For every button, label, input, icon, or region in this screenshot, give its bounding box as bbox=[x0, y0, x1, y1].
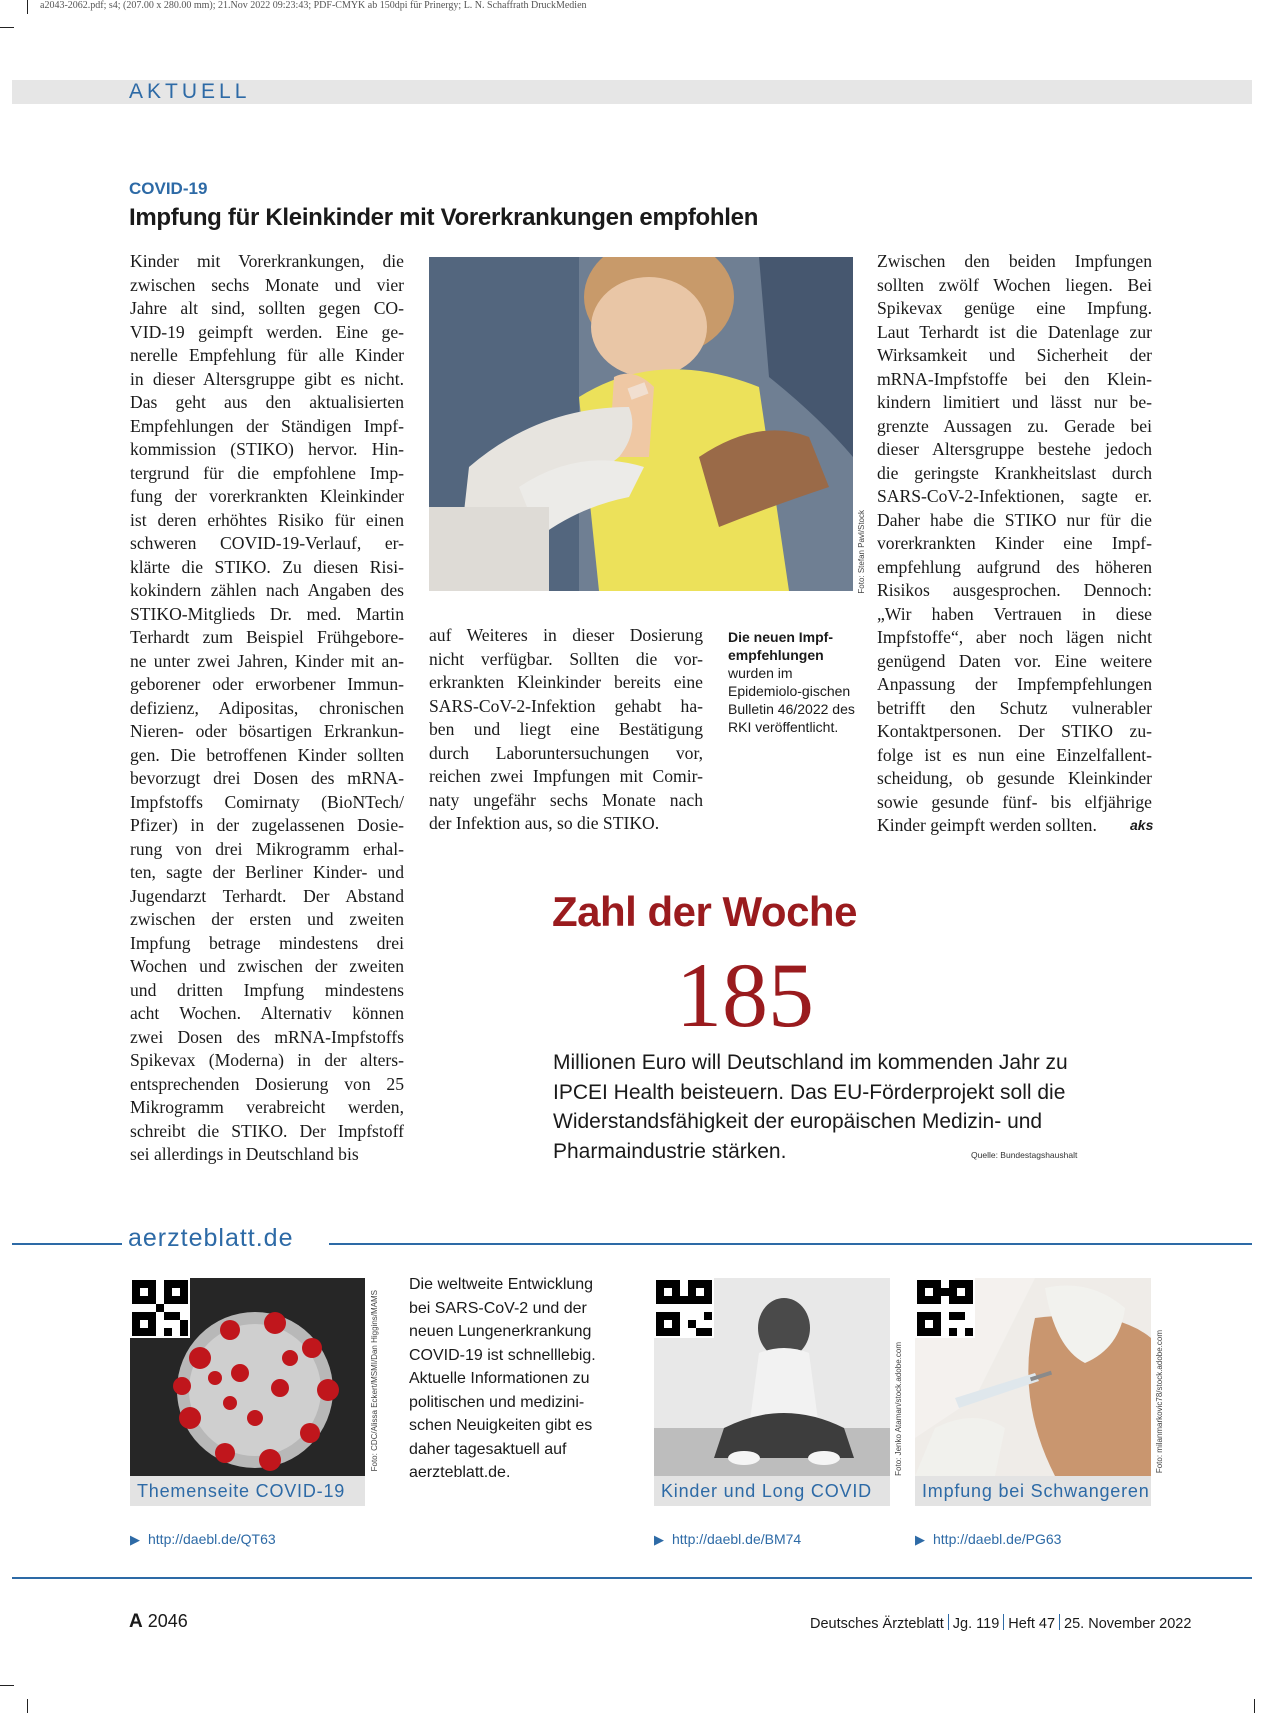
text-line: geborener oder erworbener Immun- bbox=[130, 674, 404, 694]
tile-1-url[interactable]: http://daebl.de/QT63 bbox=[148, 1531, 276, 1547]
tile-3-url[interactable]: http://daebl.de/PG63 bbox=[933, 1531, 1062, 1547]
text-line: Risikos ausgesprochen. Dennoch: bbox=[877, 580, 1152, 600]
text-line: Kontaktpersonen. Der STIKO zu- bbox=[877, 721, 1152, 741]
issue: Heft 47 bbox=[1008, 1616, 1056, 1632]
text-line: Wochen und zwischen der zweiten bbox=[130, 956, 404, 976]
text-line: VID-19 geimpft werden. Eine ge- bbox=[130, 321, 404, 342]
text-line: acht Wochen. Alternativ können bbox=[130, 1003, 404, 1023]
text-line: gen. Die betroffenen Kinder sollten bbox=[130, 744, 404, 765]
text-line: Spikevax (Moderna) in der alters- bbox=[130, 1050, 404, 1070]
text-line: Mikrogramm verabreicht werden, bbox=[130, 1097, 404, 1117]
separator bbox=[1003, 1614, 1004, 1630]
author-tag: aks bbox=[1130, 817, 1154, 833]
text-line: nerelle Empfehlung für alle Kinder bbox=[130, 345, 404, 365]
caption-text: wurden im Epidemiolo-gischen Bulletin 46/2022 des RKI veröffentlicht. bbox=[728, 665, 855, 735]
qr-code-icon bbox=[132, 1280, 188, 1336]
web-info-text: Die weltweite Entwicklung bei SARS-CoV-2 und der neuen Lungenerkrankung COVID-19 ist schnelllebig. Aktuelle Informationen zu politischen und medizini-schen Neuigkeiten gibt es daher tagesaktuell auf aerzteblatt.de. bbox=[409, 1276, 596, 1481]
text-line: durch Laboruntersuchungen vor, bbox=[429, 742, 703, 763]
text-line: Empfehlungen der Ständigen Impf- bbox=[130, 415, 404, 436]
text-line: „Wir haben Vertrauen in diese bbox=[877, 603, 1152, 624]
tile-1-label[interactable]: Themenseite COVID-19 bbox=[130, 1476, 365, 1506]
qr-code-2[interactable] bbox=[654, 1278, 714, 1338]
text-line: schreibt die STIKO. Der Impfstoff bbox=[130, 1120, 404, 1141]
arrow-right-icon: ▶ bbox=[130, 1532, 140, 1547]
text-line: Pfizer) in der zugelassenen Dosie- bbox=[130, 815, 404, 835]
zahl-der-woche-title: Zahl der Woche bbox=[552, 888, 857, 935]
qr-code-3[interactable] bbox=[915, 1278, 975, 1338]
text-line: bevorzugt drei Dosen des mRNA- bbox=[130, 768, 404, 788]
caption-bold: Die neuen Impf-empfehlungen bbox=[728, 629, 834, 663]
text-line: nicht verfügbar. Sollten die vor- bbox=[429, 648, 703, 669]
article-headline: Impfung für Kleinkinder mit Vorerkrankungen empfohlen bbox=[129, 204, 759, 231]
article-column-1 bbox=[130, 250, 404, 1167]
text-line: fung der vorerkrankten Kleinkinder bbox=[130, 486, 404, 506]
tile-1-link[interactable] bbox=[130, 1531, 276, 1548]
tile-3-label[interactable]: Impfung bei Schwangeren bbox=[915, 1476, 1151, 1506]
text-line: zwei Dosen des mRNA-Impfstoffs bbox=[130, 1026, 404, 1047]
page-prefix: A bbox=[129, 1611, 143, 1632]
text-line: folge ist es nun eine Einzelfallent- bbox=[877, 744, 1152, 765]
text-line: zwischen der ersten und zweiten bbox=[130, 909, 404, 929]
text-line: sowie gesunde fünf- bis elfjährige bbox=[877, 791, 1152, 812]
article-kicker: COVID-19 bbox=[129, 179, 208, 198]
text-line: sei allerdings in Deutschland bis bbox=[130, 1144, 359, 1164]
journal-name: Deutsches Ärzteblatt bbox=[810, 1616, 944, 1632]
qr-code-icon bbox=[917, 1280, 973, 1336]
crop-mark-left-top bbox=[0, 27, 14, 28]
text-line: ben und liegt eine Bestätigung bbox=[429, 719, 703, 739]
text-line: erkrankten Kleinkinder bereits eine bbox=[429, 672, 703, 692]
article-column-2 bbox=[429, 624, 703, 836]
tile-2-label[interactable]: Kinder und Long COVID bbox=[654, 1476, 890, 1506]
text-line: defizienz, Adipositas, chronischen bbox=[130, 697, 404, 718]
text-line: Anpassung der Impfempfehlungen bbox=[877, 674, 1152, 694]
qr-code-icon bbox=[656, 1280, 712, 1336]
zahl-der-woche-number: 185 bbox=[676, 944, 814, 1046]
crop-mark-top-left bbox=[27, 0, 28, 14]
photo-caption bbox=[728, 628, 858, 736]
text-line: klärte die STIKO. Zu diesen Risi- bbox=[130, 556, 404, 577]
text-line: STIKO-Mitglieds Dr. med. Martin bbox=[130, 603, 404, 624]
text-line: scheidung, ob gesunde Kleinkinder bbox=[877, 768, 1152, 788]
crop-mark-bottom-right bbox=[1254, 1699, 1255, 1713]
tile-1-credit: Foto: CDC/Alissa Eckert/MSMI/Dan Higgins/MAMS bbox=[370, 1290, 379, 1472]
text-line: kokindern zählen nach Angaben des bbox=[130, 580, 404, 600]
text-line: der Infektion aus, so die STIKO. bbox=[429, 813, 660, 833]
crop-mark-bottom-left bbox=[27, 1699, 28, 1713]
text-line: in dieser Altersgruppe gibt es nicht. bbox=[130, 368, 404, 389]
text-line: mRNA-Impfstoffe bei den Klein- bbox=[877, 368, 1152, 389]
text-line: die geringste Krankheitslast durch bbox=[877, 462, 1152, 483]
separator bbox=[1059, 1614, 1060, 1630]
text-line: genügend Daten vor. Eine weitere bbox=[877, 650, 1152, 671]
text-line: Impfstoffe“, aber noch lägen nicht bbox=[877, 627, 1152, 647]
text-line: zwischen sechs Monate und vier bbox=[130, 274, 404, 295]
text-line: schweren COVID-19-Verlauf, er- bbox=[130, 533, 404, 553]
text-line: Das geht aus den aktualisierten bbox=[130, 392, 404, 412]
print-info: a2043-2062.pdf; s4; (207.00 x 280.00 mm); 21.Nov 2022 09:23:43; PDF-CMYK ab 150dpi für Prinergy; L. N. Schaffrath DruckMedien bbox=[40, 0, 587, 11]
text-line: sollten zwölf Wochen liegen. Bei bbox=[877, 274, 1152, 295]
volume: Jg. 119 bbox=[952, 1616, 1000, 1632]
ressort-label: AKTUELL bbox=[129, 80, 251, 103]
tile-2-url[interactable]: http://daebl.de/BM74 bbox=[672, 1531, 802, 1547]
zahl-der-woche-source: Quelle: Bundestagshaushalt bbox=[971, 1150, 1078, 1160]
web-rule-right bbox=[329, 1243, 1252, 1245]
text-line: ist deren erhöhtes Risiko für einen bbox=[130, 509, 404, 530]
zahl-der-woche-text: Millionen Euro will Deutschland im kommenden Jahr zu IPCEI Health beisteuern. Das EU-Förderprojekt soll die Widerstandsfähigkeit der europäischen Medizin- und Pharmaindustrie stärken. bbox=[553, 1051, 1068, 1163]
tile-3-link[interactable] bbox=[915, 1531, 1061, 1548]
arrow-right-icon: ▶ bbox=[915, 1532, 925, 1547]
text-line: ne unter zwei Jahren, Kinder mit an- bbox=[130, 650, 404, 671]
text-line: entsprechenden Dosierung von 25 bbox=[130, 1073, 404, 1094]
text-line: Kinder mit Vorerkrankungen, die bbox=[130, 251, 404, 271]
text-line: Zwischen den beiden Impfungen bbox=[877, 251, 1152, 271]
page-number bbox=[129, 1611, 188, 1633]
text-line: grenzte Aussagen zu. Gerade bei bbox=[877, 415, 1152, 436]
qr-code-1[interactable] bbox=[130, 1278, 190, 1338]
photo-credit: Foto: Stefan Pavl/Stock bbox=[857, 510, 866, 594]
issue-date: 25. November 2022 bbox=[1064, 1616, 1192, 1632]
tile-2-credit: Foto: Jenko Ataman/stock.adobe.com bbox=[894, 1342, 903, 1476]
text-line: betrifft den Schutz vulnerabler bbox=[877, 697, 1152, 718]
footer-rule bbox=[12, 1577, 1252, 1579]
tile-3-credit: Foto: milanmarkovic78/stock.adobe.com bbox=[1155, 1330, 1164, 1474]
text-line: auf Weiteres in dieser Dosierung bbox=[429, 625, 703, 645]
web-rule-left bbox=[12, 1243, 122, 1245]
text-line: rung von drei Mikrogramm erhal- bbox=[130, 838, 404, 859]
text-line: Impfung betrage mindestens drei bbox=[130, 932, 404, 953]
text-line: Terhardt zum Beispiel Frühgebore- bbox=[130, 627, 404, 647]
text-line: SARS-CoV-2-Infektionen, sagte er. bbox=[877, 486, 1152, 506]
arrow-right-icon: ▶ bbox=[654, 1532, 664, 1547]
text-line: reichen zwei Impfungen mit Comir- bbox=[429, 766, 703, 786]
text-line: kindern limitiert und lässt nur be- bbox=[877, 392, 1152, 412]
text-line: Impfstoffs Comirnaty (BioNTech/ bbox=[130, 791, 404, 812]
text-line: Jugendarzt Terhardt. Der Abstand bbox=[130, 885, 404, 906]
vaccination-child-photo bbox=[429, 257, 853, 591]
masthead bbox=[810, 1614, 1191, 1632]
tile-2-link[interactable] bbox=[654, 1531, 801, 1548]
text-line: kommission (STIKO) hervor. Hin- bbox=[130, 439, 404, 459]
text-line: tergrund für die empfohlene Imp- bbox=[130, 462, 404, 483]
text-line: Kinder geimpft werden sollten. bbox=[877, 815, 1097, 835]
text-line: Jahre alt sind, sollten gegen CO- bbox=[130, 298, 404, 318]
text-line: Daher habe die STIKO nur für die bbox=[877, 509, 1152, 530]
text-line: naty ungefähr sechs Monate nach bbox=[429, 789, 703, 810]
text-line: Laut Terhardt ist die Datenlage zur bbox=[877, 321, 1152, 342]
text-line: dieser Altersgruppe bestehe jedoch bbox=[877, 439, 1152, 459]
text-line: Spikevax genüge eine Impfung. bbox=[877, 298, 1152, 318]
text-line: SARS-CoV-2-Infektion gehabt ha- bbox=[429, 695, 703, 716]
separator bbox=[948, 1614, 949, 1630]
text-line: vorerkrankten Kinder eine Impf- bbox=[877, 533, 1152, 553]
text-line: Nieren- oder bösartigen Erkrankun- bbox=[130, 721, 404, 741]
text-line: ten, sagte der Berliner Kinder- und bbox=[130, 862, 404, 882]
page-number-value: 2046 bbox=[147, 1611, 188, 1631]
article-column-3 bbox=[877, 250, 1152, 838]
article-photo bbox=[429, 257, 853, 591]
text-line: empfehlung aufgrund des höheren bbox=[877, 556, 1152, 577]
text-line: und dritten Impfung mindestens bbox=[130, 979, 404, 1000]
crop-mark-left-bottom bbox=[0, 1685, 14, 1686]
web-section-label: aerzteblatt.de bbox=[128, 1224, 294, 1252]
text-line: Wirksamkeit und Sicherheit der bbox=[877, 345, 1152, 365]
